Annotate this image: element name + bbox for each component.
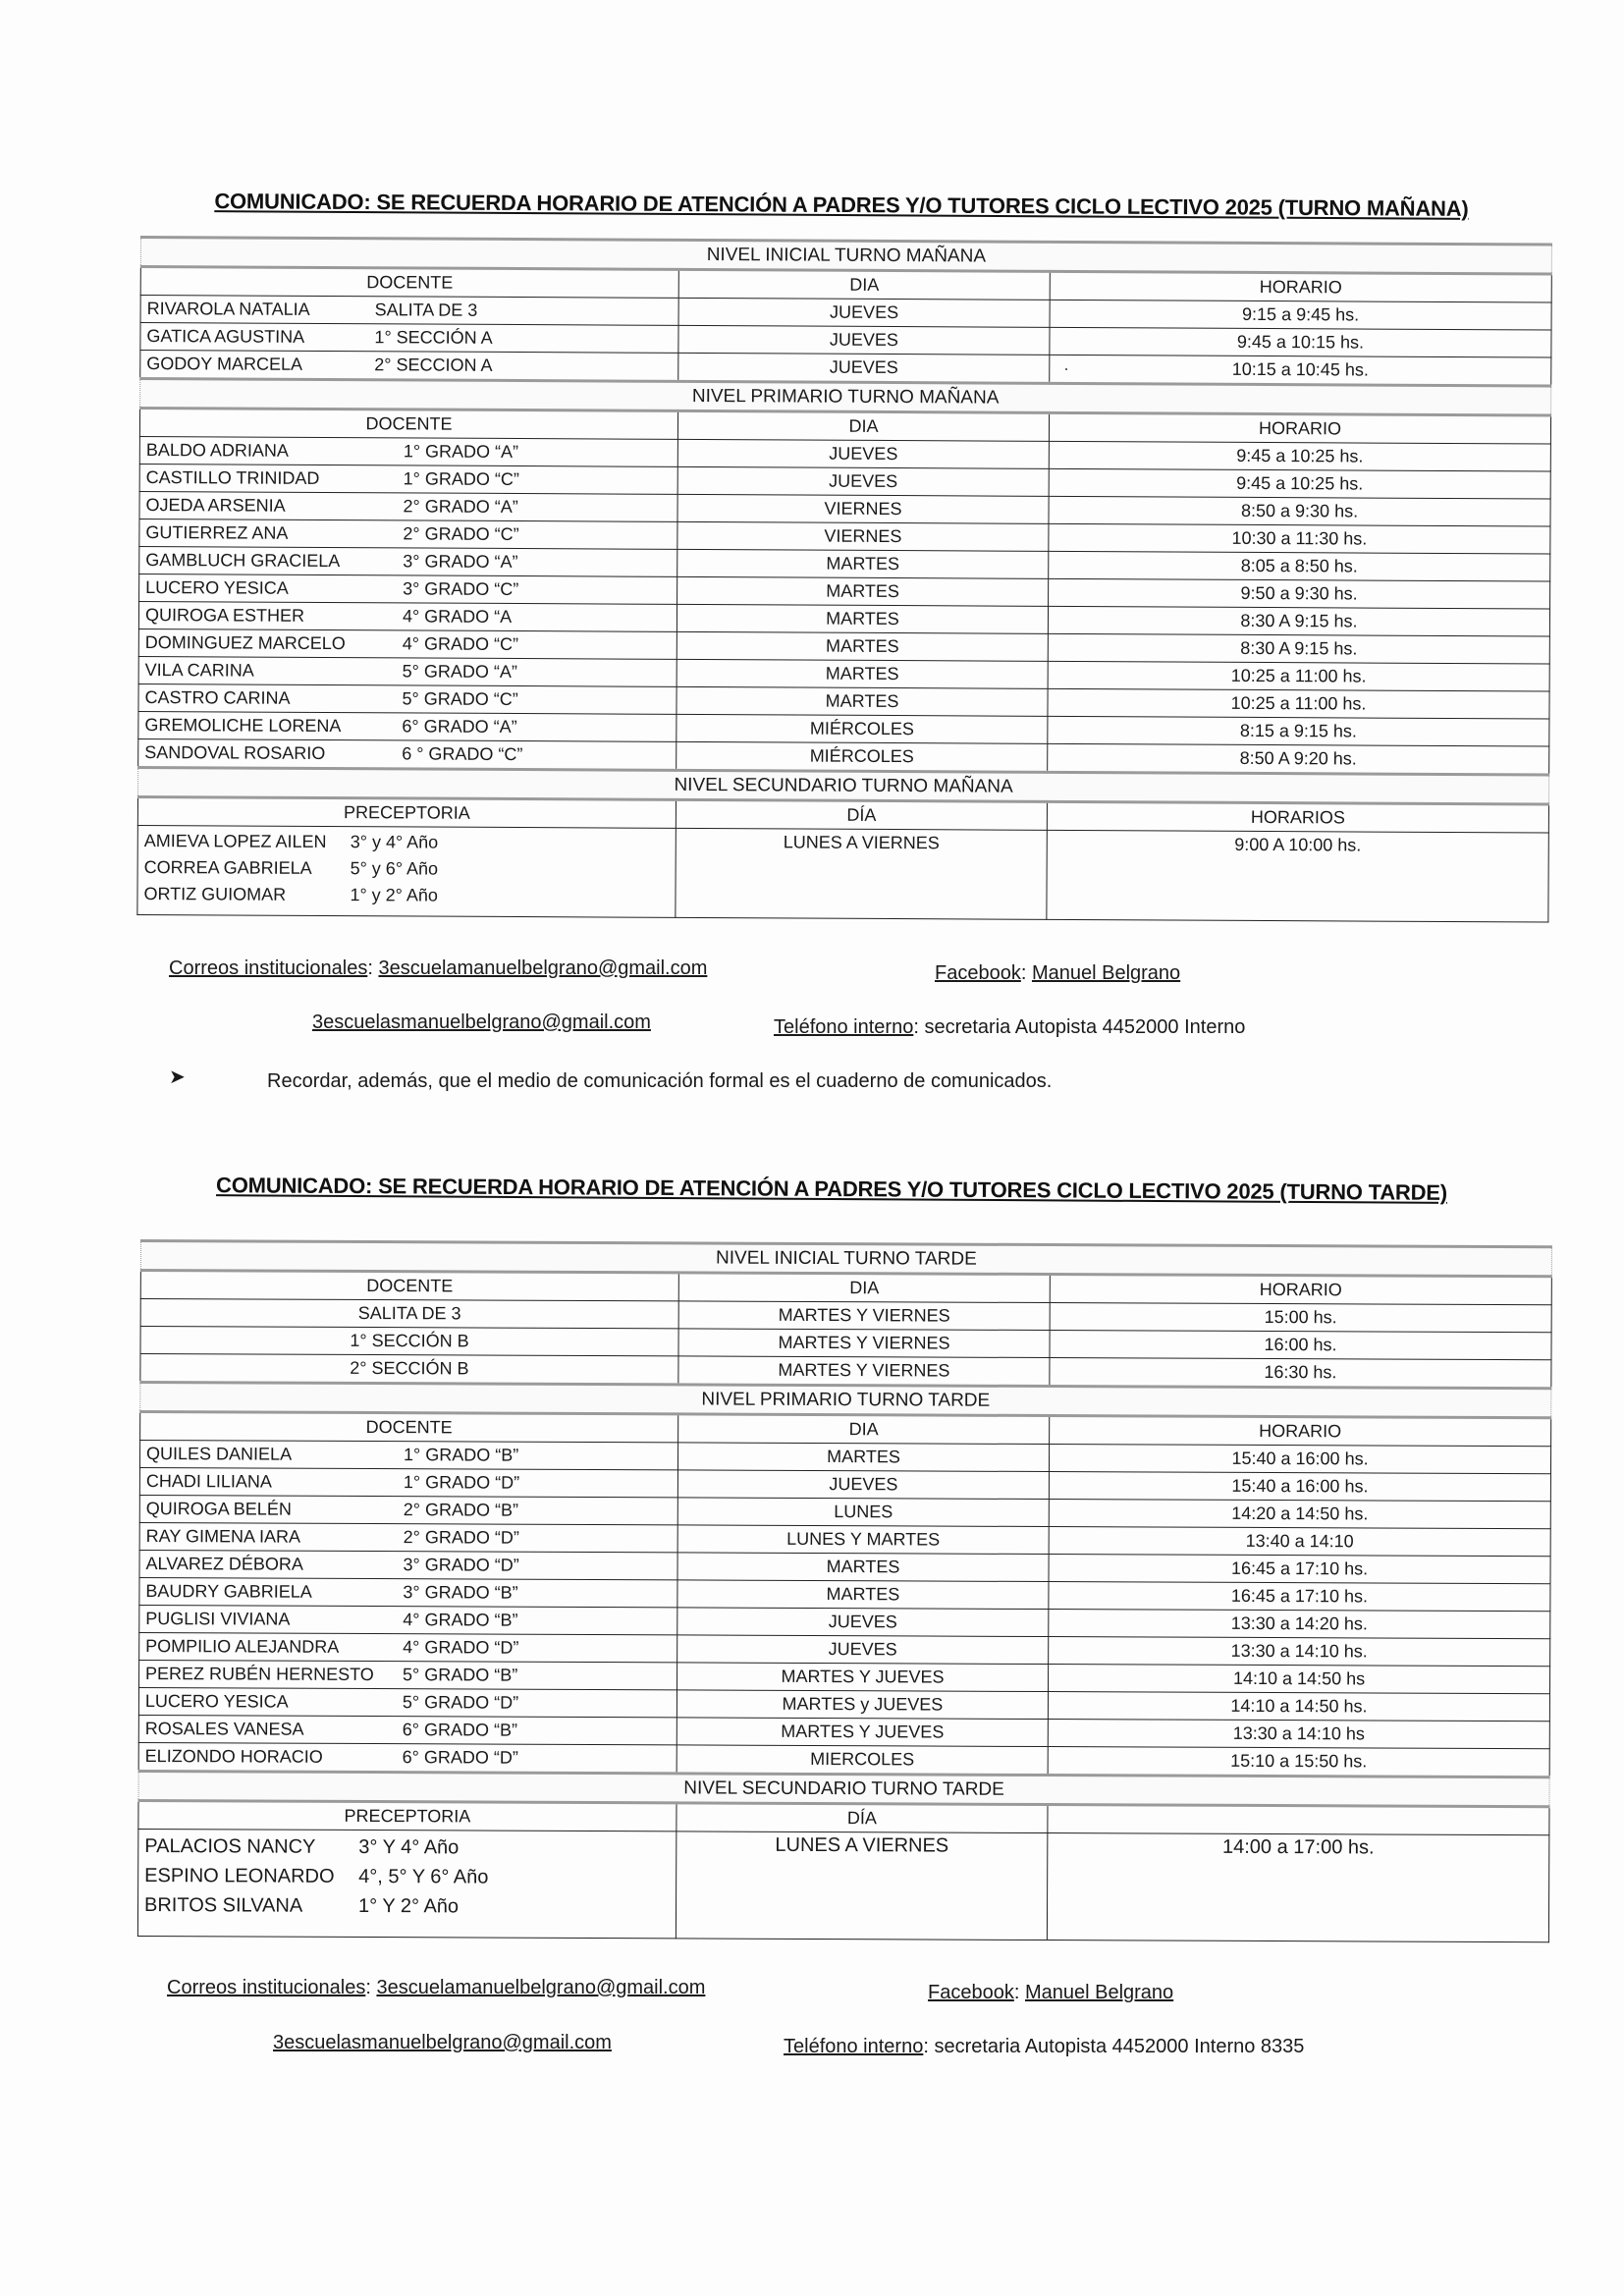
teacher-name: SANDOVAL ROSARIO (144, 742, 326, 763)
email-link-2[interactable]: 3escuelasmanuelbelgrano@gmail.com (273, 2032, 612, 2053)
day: JUEVES (678, 353, 1050, 383)
col-header-horario: HORARIO (1050, 1416, 1551, 1447)
time: 9:45 a 10:25 hs. (1049, 468, 1550, 499)
facebook-label: Facebook (928, 1982, 1014, 2003)
phone-value: secretaria Autopista 4452000 Interno (924, 1016, 1246, 1038)
morning-phone-line: Teléfono interno: secretaria Autopista 4452000 Interno (774, 1016, 1246, 1038)
email-link-1[interactable]: 3escuelamanuelbelgrano@gmail.com (376, 1977, 706, 1998)
facebook-link[interactable]: Manuel Belgrano (1024, 1982, 1174, 2003)
day: JUEVES (677, 1608, 1049, 1637)
grade: SALITA DE 3 (140, 1299, 678, 1329)
grade: 5° GRADO “A” (402, 661, 517, 683)
col-header-horario: HORARIO (1050, 1275, 1551, 1305)
day: MARTES (677, 576, 1049, 606)
preceptor-entry (144, 1861, 670, 1892)
time: 13:30 a 14:20 hs. (1049, 1610, 1550, 1639)
col-header-docente: DOCENTE (140, 1412, 678, 1443)
arrow-bullet-icon: ➤ (169, 1066, 186, 1088)
grade: 4° GRADO “B” (403, 1610, 518, 1630)
time: 15:40 a 16:00 hs. (1049, 1472, 1550, 1502)
preceptor-years: 1° y 2° Año (350, 885, 439, 905)
grade: 1° GRADO “C” (403, 468, 519, 490)
preceptor-list (137, 1829, 676, 1938)
afternoon-email-2 (273, 2032, 612, 2054)
teacher-name: PUGLISI VIVIANA (145, 1609, 291, 1629)
day: MIÉRCOLES (677, 714, 1048, 743)
morning-title: COMUNICADO: SE RECUERDA HORARIO DE ATENCIÓN A PADRES Y/O TUTORES CICLO LECTIVO 2025 (TURNO MAÑANA) (214, 189, 1469, 221)
teacher-name: LUCERO YESICA (145, 577, 289, 598)
afternoon-facebook-line: Facebook: Manuel Belgrano (928, 1982, 1174, 2003)
morning-facebook-line: Facebook: Manuel Belgrano (935, 962, 1181, 984)
grade: 1° SECCIÓN A (374, 327, 493, 348)
teacher-name: GATICA AGUSTINA (146, 326, 305, 347)
teacher-name: ELIZONDO HORACIO (144, 1746, 323, 1767)
preceptor-years: 4°, 5° Y 6° Año (358, 1865, 489, 1888)
stray-dot (1065, 368, 1067, 370)
time: 15:00 hs. (1050, 1303, 1551, 1333)
teacher-name: QUILES DANIELA (146, 1444, 293, 1464)
teacher-name: RAY GIMENA IARA (145, 1526, 301, 1547)
day: MARTES Y JUEVES (677, 1663, 1049, 1692)
table-row (137, 1829, 1548, 1941)
email-link-2[interactable]: 3escuelasmanuelbelgrano@gmail.com (312, 1011, 651, 1033)
day: MARTES y JUEVES (677, 1690, 1048, 1720)
grade: 4° GRADO “A (402, 606, 513, 627)
col-header-preceptoria: PRECEPTORIA (138, 1800, 677, 1831)
grade: 4° GRADO “D” (403, 1637, 519, 1658)
time: 8:30 A 9:15 hs. (1048, 606, 1549, 636)
section-heading: NIVEL SECUNDARIO TURNO MAÑANA (138, 767, 1549, 804)
afternoon-primario (138, 1383, 1551, 1777)
grade: 1° GRADO “A” (403, 441, 519, 463)
preceptor-entry (144, 854, 670, 884)
col-header-horario: HORARIO (1049, 412, 1550, 444)
teacher-name: QUIROGA BELÉN (145, 1499, 292, 1519)
morning-schedule (136, 236, 1551, 923)
day: MARTES (677, 1553, 1049, 1582)
time: 15:10 a 15:50 hs. (1048, 1747, 1549, 1777)
grade: 2° SECCIÓN B (140, 1354, 678, 1385)
day: VIERNES (677, 494, 1049, 523)
day: MARTES (677, 659, 1048, 688)
preceptor-name: ESPINO LEONARDO (144, 1865, 335, 1887)
teacher-name: GREMOLICHE LORENA (144, 715, 342, 737)
time: 14:20 a 14:50 hs. (1049, 1500, 1550, 1529)
morning-secundario (137, 767, 1549, 922)
day: JUEVES (677, 1635, 1049, 1665)
teacher-name: BAUDRY GABRIELA (145, 1581, 312, 1602)
grade: 5° GRADO “D” (402, 1692, 519, 1713)
time: 16:45 a 17:10 hs. (1049, 1582, 1550, 1612)
preceptor-name: PALACIOS NANCY (144, 1835, 316, 1858)
time: 15:40 a 16:00 hs. (1049, 1445, 1550, 1474)
col-header-docente: DOCENTE (139, 409, 677, 440)
teacher-name: POMPILIO ALEJANDRA (145, 1636, 340, 1657)
grade: 6 ° GRADO “C” (402, 743, 523, 765)
preceptor-years: 3° Y 4° Año (358, 1835, 460, 1859)
teacher-name: ALVAREZ DÉBORA (145, 1554, 303, 1574)
day: MARTES Y VIERNES (678, 1356, 1050, 1387)
time: 13:30 a 14:10 hs (1048, 1720, 1549, 1749)
preceptor-name: CORREA GABRIELA (143, 857, 312, 878)
time: 8:15 a 9:15 hs. (1048, 716, 1549, 746)
teacher-name: BALDO ADRIANA (145, 440, 289, 461)
teacher-name: DOMINGUEZ MARCELO (144, 632, 346, 654)
teacher-name: CASTILLO TRINIDAD (145, 467, 320, 488)
day: LUNES Y MARTES (677, 1525, 1049, 1555)
grade: 3° GRADO “B” (403, 1582, 518, 1603)
grade: 5° GRADO “C” (402, 688, 518, 710)
day: MARTES (677, 686, 1048, 716)
col-header-dia: DIA (678, 269, 1050, 300)
section-heading: NIVEL PRIMARIO TURNO TARDE (140, 1383, 1551, 1418)
day: LUNES (677, 1498, 1049, 1527)
preceptor-entry (143, 881, 669, 910)
morning-inicial (140, 238, 1552, 387)
col-header-dia: DIA (677, 410, 1049, 441)
time: 9:50 a 9:30 hs. (1049, 578, 1550, 609)
facebook-label: Facebook (935, 962, 1021, 984)
reminder-note: Recordar, además, que el medio de comunicación formal es el cuaderno de comunicados. (267, 1070, 1053, 1092)
grade: 3° GRADO “A” (403, 551, 518, 573)
time: 13:40 a 14:10 (1049, 1527, 1550, 1557)
grade: 2° GRADO “A” (403, 496, 518, 518)
day: JUEVES (677, 466, 1049, 496)
grade: 1° GRADO “B” (404, 1445, 519, 1465)
grade: 2° GRADO “C” (403, 523, 519, 545)
section-heading: NIVEL SECUNDARIO TURNO TARDE (138, 1771, 1549, 1806)
col-header-horario: HORARIO (1050, 271, 1551, 302)
preceptor-entry (144, 828, 670, 857)
grade: 2° GRADO “B” (403, 1500, 519, 1520)
time: 10:25 a 11:00 hs. (1048, 661, 1549, 691)
grade: 6° GRADO “B” (402, 1720, 518, 1740)
day: MARTES (677, 549, 1049, 578)
morning-email-2 (312, 1011, 651, 1034)
phone-label: Teléfono interno (774, 1016, 914, 1038)
grade: 2° GRADO “D” (403, 1527, 519, 1548)
day: MARTES (677, 631, 1048, 661)
time: 14:00 a 17:00 hs. (1047, 1833, 1549, 1942)
afternoon-schedule (137, 1239, 1551, 1942)
col-header-dia: DÍA (677, 1803, 1048, 1833)
grade: 5° GRADO “B” (403, 1665, 518, 1685)
time: 8:50 A 9:20 hs. (1048, 743, 1549, 775)
afternoon-emails-line: Correos institucionales: 3escuelamanuelbelgrano@gmail.com (167, 1977, 706, 1998)
col-header-horarios: HORARIOS (1047, 801, 1548, 833)
col-header-docente: DOCENTE (140, 267, 678, 299)
time: 9:00 A 10:00 hs. (1047, 830, 1549, 922)
table-row (137, 825, 1548, 922)
preceptor-entry (144, 1831, 670, 1863)
time: 8:50 a 9:30 hs. (1049, 496, 1550, 526)
grade: 1° SECCIÓN B (140, 1327, 678, 1356)
day: MARTES Y VIERNES (678, 1329, 1050, 1358)
afternoon-table (137, 1239, 1552, 1942)
col-header-dia: DIA (678, 1273, 1050, 1303)
preceptor-name: ORTIZ GUIOMAR (143, 884, 287, 904)
time: 16:45 a 17:10 hs. (1049, 1555, 1550, 1584)
teacher-name: VILA CARINA (144, 660, 254, 681)
emails-label: Correos institucionales (169, 957, 368, 979)
time: 10:15 a 10:45 hs. (1050, 355, 1551, 386)
grade: 1° GRADO “D” (403, 1472, 520, 1493)
time: 9:45 a 10:25 hs. (1049, 441, 1550, 471)
teacher-name: QUIROGA ESTHER (144, 605, 305, 626)
day: MARTES (677, 1443, 1049, 1472)
time: 16:30 hs. (1050, 1358, 1551, 1389)
section-heading: NIVEL INICIAL TURNO MAÑANA (140, 238, 1551, 275)
time: 14:10 a 14:50 hs. (1048, 1692, 1549, 1722)
preceptor-years: 3° y 4° Año (350, 832, 439, 852)
section-heading: NIVEL INICIAL TURNO TARDE (140, 1241, 1551, 1277)
time: 14:10 a 14:50 hs (1048, 1665, 1549, 1694)
day: JUEVES (677, 439, 1049, 468)
afternoon-title: COMUNICADO: SE RECUERDA HORARIO DE ATENCIÓN A PADRES Y/O TUTORES CICLO LECTIVO 2025 (TURNO TARDE) (216, 1173, 1447, 1205)
afternoon-inicial (140, 1241, 1552, 1389)
time: 8:05 a 8:50 hs. (1049, 551, 1550, 581)
grade: 4° GRADO “C” (402, 633, 519, 655)
teacher-name: GODOY MARCELA (146, 354, 303, 374)
teacher-name: CHADI LILIANA (145, 1471, 273, 1492)
teacher-name: PEREZ RUBÉN HERNESTO (145, 1664, 374, 1685)
time: 10:30 a 11:30 hs. (1049, 523, 1550, 554)
afternoon-phone-line: Teléfono interno: secretaria Autopista 4452000 Interno 8335 (784, 2036, 1305, 2057)
preceptor-name: AMIEVA LOPEZ AILEN (143, 831, 327, 852)
day: MARTES (677, 604, 1048, 633)
teacher-name: LUCERO YESICA (144, 1691, 289, 1712)
phone-label: Teléfono interno (784, 2036, 924, 2057)
facebook-link[interactable]: Manuel Belgrano (1031, 962, 1181, 984)
teacher-name: OJEDA ARSENIA (145, 495, 286, 516)
preceptor-entry (144, 1890, 670, 1922)
grade: 3° GRADO “D” (403, 1555, 519, 1575)
teacher-name: ROSALES VANESA (144, 1719, 304, 1739)
teacher-name: RIVAROLA NATALIA (146, 299, 310, 319)
day: JUEVES (678, 325, 1050, 355)
time: 8:30 A 9:15 hs. (1048, 633, 1549, 664)
grade: 6° GRADO “D” (402, 1747, 518, 1768)
morning-emails-line: Correos institucionales: 3escuelamanuelbelgrano@gmail.com (169, 957, 708, 979)
col-header-empty (1048, 1805, 1549, 1835)
phone-value: secretaria Autopista 4452000 Interno 8335 (934, 2036, 1305, 2057)
day: LUNES A VIERNES (676, 1831, 1047, 1941)
time: 9:45 a 10:15 hs. (1050, 327, 1551, 357)
afternoon-secundario (137, 1771, 1549, 1941)
day: VIERNES (677, 521, 1049, 551)
grade: SALITA DE 3 (374, 300, 478, 320)
grade: 3° GRADO “C” (403, 578, 519, 600)
morning-primario (138, 379, 1551, 776)
grade: 6° GRADO “A” (402, 716, 517, 738)
day: LUNES A VIERNES (676, 828, 1047, 919)
teacher-name: GAMBLUCH GRACIELA (145, 550, 341, 572)
time: 9:15 a 9:45 hs. (1050, 300, 1551, 330)
day: MIERCOLES (677, 1745, 1048, 1776)
morning-table (136, 236, 1552, 923)
teacher-name: GUTIERREZ ANA (145, 522, 289, 543)
time: 10:25 a 11:00 hs. (1048, 688, 1549, 719)
preceptor-years: 1° Y 2° Año (357, 1894, 460, 1918)
teacher-name: CASTRO CARINA (144, 687, 291, 708)
emails-label: Correos institucionales (167, 1977, 366, 1998)
grade: 2° SECCION A (374, 355, 493, 375)
preceptor-name: BRITOS SILVANA (143, 1894, 303, 1917)
day: JUEVES (677, 1470, 1049, 1500)
section-heading: NIVEL PRIMARIO TURNO MAÑANA (140, 379, 1551, 416)
day: MARTES Y VIERNES (678, 1301, 1050, 1331)
col-header-dia: DIA (678, 1414, 1050, 1445)
preceptor-list (137, 825, 676, 917)
day: JUEVES (678, 298, 1050, 327)
time: 13:30 a 14:10 hs. (1049, 1637, 1550, 1667)
day: MARTES Y JUEVES (677, 1718, 1048, 1747)
preceptor-years: 5° y 6° Año (350, 858, 439, 879)
col-header-preceptoria: PRECEPTORIA (137, 796, 676, 828)
day: MIÉRCOLES (677, 741, 1048, 772)
day: MARTES (677, 1580, 1049, 1610)
col-header-docente: DOCENTE (140, 1271, 678, 1301)
time: 16:00 hs. (1050, 1331, 1551, 1360)
col-header-dia: DÍA (676, 799, 1047, 830)
email-link-1[interactable]: 3escuelamanuelbelgrano@gmail.com (378, 957, 708, 979)
